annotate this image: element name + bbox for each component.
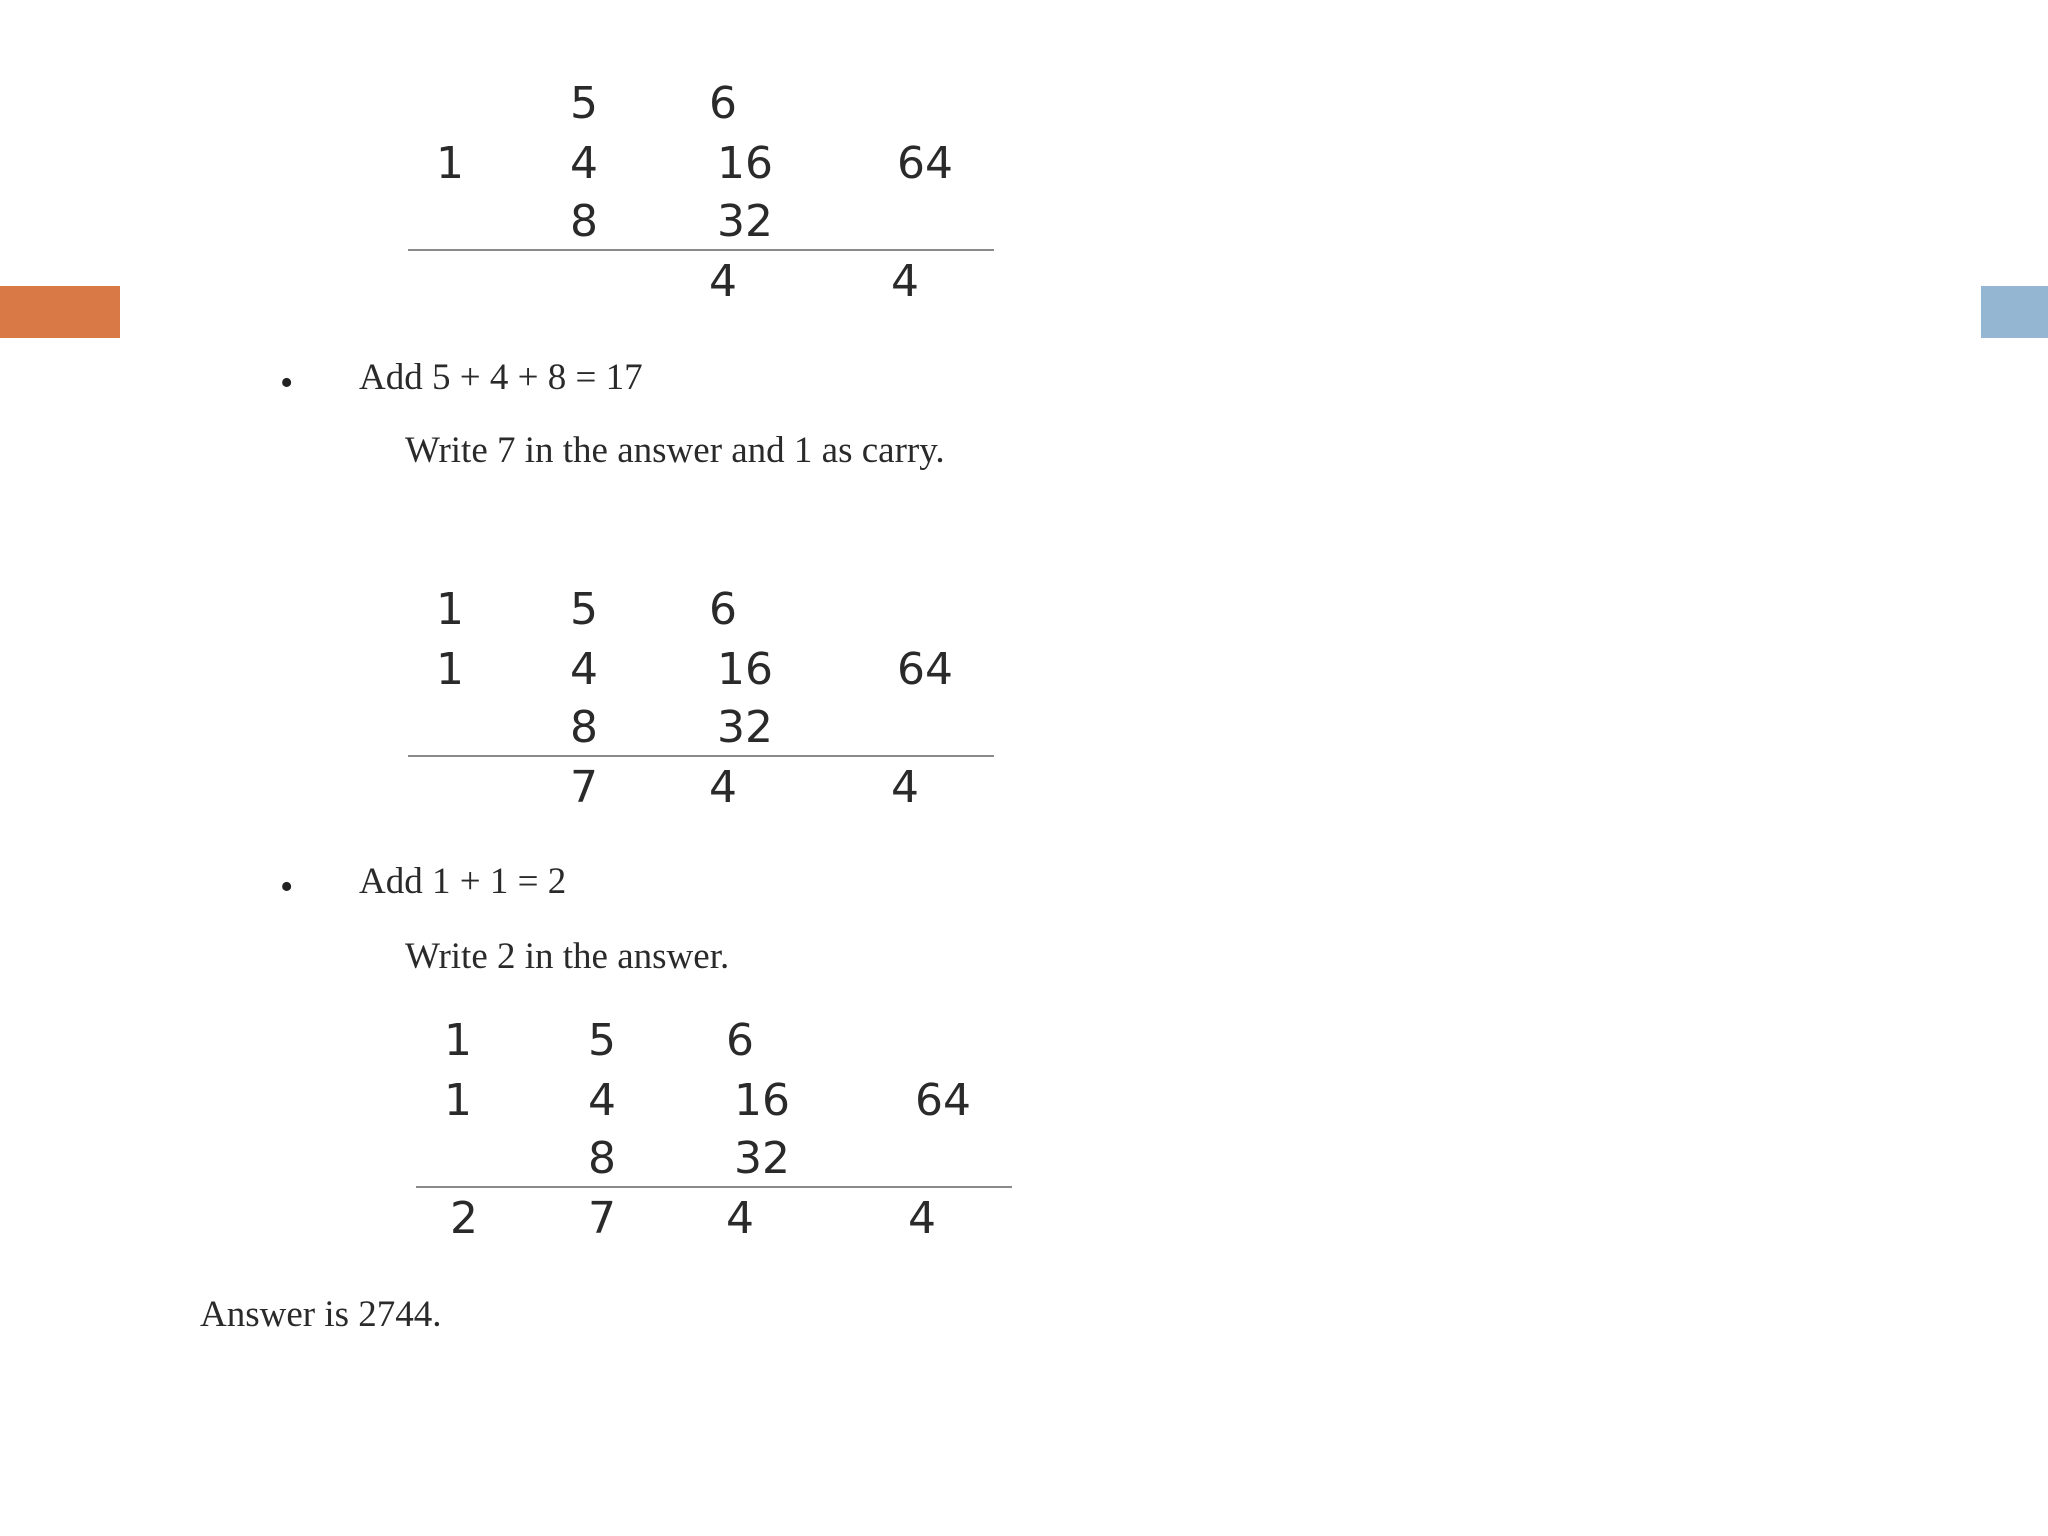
accent-bar-left [0,286,120,338]
result-cell: 2 [450,1193,478,1244]
table-cell: 6 [709,78,737,129]
table-cell: 32 [717,702,773,753]
result-cell: 4 [709,256,737,307]
result-cell: 4 [726,1193,754,1244]
table-cell: 64 [897,138,953,189]
step-detail: Write 2 in the answer. [405,936,730,977]
table-cell: 5 [570,78,598,129]
result-cell: 4 [891,762,919,813]
table-cell: 4 [588,1075,616,1126]
result-cell: 4 [908,1193,936,1244]
table-cell: 16 [734,1075,790,1126]
step-heading: Add 1 + 1 = 2 [359,861,567,902]
calculation-table-2 [400,582,1000,822]
calculation-table-1 [400,76,1000,316]
step-bullet: • [280,866,294,908]
step-bullet: • [280,362,294,404]
table-cell: 64 [897,644,953,695]
result-cell: 4 [891,256,919,307]
table-cell: 8 [570,702,598,753]
table-cell: 1 [444,1015,472,1066]
table-cell: 32 [717,196,773,247]
table-cell: 1 [436,138,464,189]
step-heading: Add 5 + 4 + 8 = 17 [359,357,643,398]
table-cell: 1 [444,1075,472,1126]
sum-rule [416,1186,1012,1188]
sum-rule [408,755,994,757]
table-cell: 5 [570,584,598,635]
table-cell: 16 [717,138,773,189]
result-cell: 7 [570,762,598,813]
final-answer: Answer is 2744. [200,1294,442,1335]
table-cell: 16 [717,644,773,695]
table-cell: 1 [436,584,464,635]
sum-rule [408,249,994,251]
table-cell: 6 [726,1015,754,1066]
table-cell: 5 [588,1015,616,1066]
table-cell: 4 [570,644,598,695]
accent-bar-right [1981,286,2048,338]
table-cell: 8 [588,1133,616,1184]
step-detail: Write 7 in the answer and 1 as carry. [405,430,945,471]
result-cell: 4 [709,762,737,813]
result-cell: 7 [588,1193,616,1244]
table-cell: 64 [915,1075,971,1126]
table-cell: 1 [436,644,464,695]
table-cell: 6 [709,584,737,635]
table-cell: 32 [734,1133,790,1184]
table-cell: 4 [570,138,598,189]
calculation-table-3 [400,1013,1000,1253]
table-cell: 8 [570,196,598,247]
